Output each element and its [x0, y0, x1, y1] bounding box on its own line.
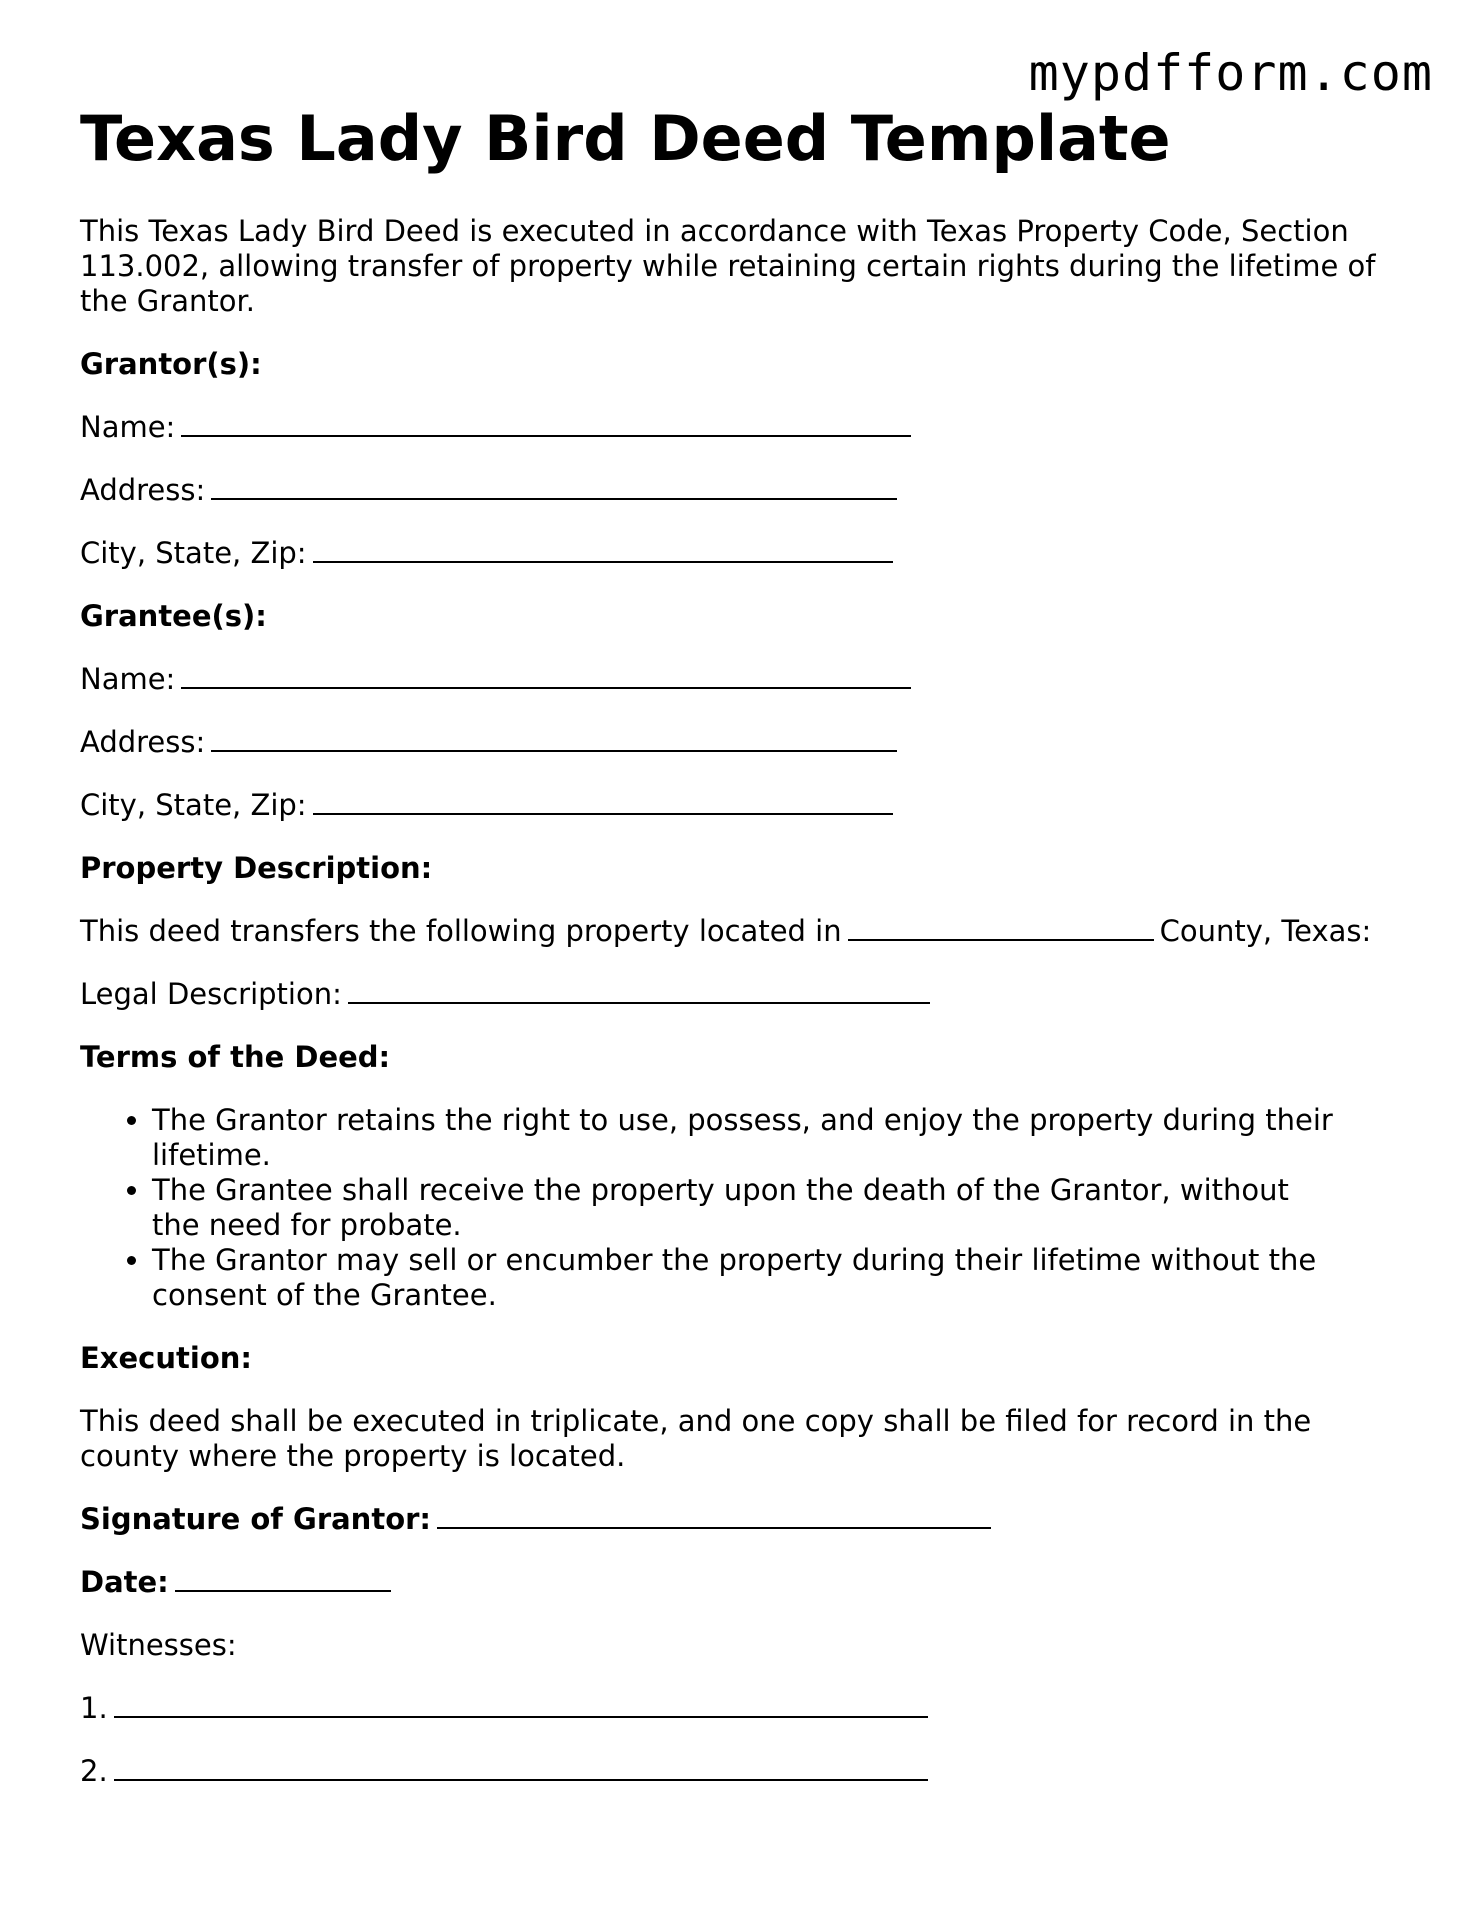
- grantor-city-field[interactable]: [313, 537, 893, 563]
- grantee-city-label: City, State, Zip:: [80, 788, 307, 822]
- witnesses-label: Witnesses:: [80, 1628, 237, 1662]
- witness-2-field[interactable]: [114, 1755, 928, 1781]
- legal-description-label: Legal Description:: [80, 977, 342, 1011]
- terms-list: [80, 1103, 1380, 1313]
- grantee-heading: Grantee(s):: [80, 599, 267, 633]
- grantor-city-row: [80, 536, 1380, 571]
- signature-label: Signature of Grantor:: [80, 1502, 432, 1536]
- witness-2-row: [80, 1754, 1380, 1789]
- witness-2-number: 2.: [80, 1754, 108, 1788]
- list-item: • The Grantor retains the right to use, possess, and enjoy the property during their lifetime.: [152, 1103, 1380, 1173]
- signature-row: [80, 1502, 1380, 1537]
- grantor-heading: Grantor(s):: [80, 347, 262, 381]
- document-page: [80, 104, 1380, 1789]
- property-heading: Property Description:: [80, 851, 433, 885]
- grantee-city-field[interactable]: [313, 789, 893, 815]
- property-county-field[interactable]: [848, 915, 1154, 941]
- list-item: • The Grantee shall receive the property upon the death of the Grantor, without the need for probate.: [152, 1173, 1380, 1243]
- date-label: Date:: [80, 1565, 169, 1599]
- intro-paragraph: This Texas Lady Bird Deed is executed in accordance with Texas Property Code, Section 113.002, allowing transfer of property while retaining certain rights during the lifetime of the Grantor.: [80, 214, 1376, 318]
- legal-description-field[interactable]: [348, 978, 930, 1004]
- grantor-name-row: [80, 410, 1380, 445]
- grantor-address-label: Address:: [80, 473, 206, 507]
- grantee-name-label: Name:: [80, 662, 176, 696]
- grantor-city-label: City, State, Zip:: [80, 536, 307, 570]
- witness-1-row: [80, 1691, 1380, 1726]
- property-transfer-prefix: This deed transfers the following property located in: [80, 914, 842, 948]
- list-item: • The Grantor may sell or encumber the property during their lifetime without the consent of the Grantee.: [152, 1243, 1380, 1313]
- terms-heading: Terms of the Deed:: [80, 1040, 391, 1074]
- signature-field[interactable]: [437, 1503, 991, 1529]
- legal-description-row: [80, 977, 1380, 1012]
- date-row: [80, 1565, 1380, 1600]
- watermark: mypdfform.com: [1028, 44, 1433, 102]
- grantee-address-label: Address:: [80, 725, 206, 759]
- grantor-address-field[interactable]: [211, 474, 897, 500]
- witness-1-number: 1.: [80, 1691, 108, 1725]
- grantor-address-row: [80, 473, 1380, 508]
- grantor-name-field[interactable]: [181, 411, 911, 437]
- grantee-city-row: [80, 788, 1380, 823]
- document-title: Texas Lady Bird Deed Template: [80, 102, 1171, 175]
- grantee-name-field[interactable]: [181, 663, 911, 689]
- property-transfer-suffix: County, Texas:: [1159, 914, 1372, 948]
- grantee-name-row: [80, 662, 1380, 697]
- execution-heading: Execution:: [80, 1341, 252, 1375]
- property-county-row: [80, 914, 1380, 949]
- date-field[interactable]: [175, 1566, 391, 1592]
- grantor-name-label: Name:: [80, 410, 176, 444]
- grantee-address-row: [80, 725, 1380, 760]
- grantee-address-field[interactable]: [211, 726, 897, 752]
- witness-1-field[interactable]: [114, 1692, 928, 1718]
- execution-text: This deed shall be executed in triplicate, and one copy shall be filed for record in the county where the property is located.: [80, 1404, 1312, 1473]
